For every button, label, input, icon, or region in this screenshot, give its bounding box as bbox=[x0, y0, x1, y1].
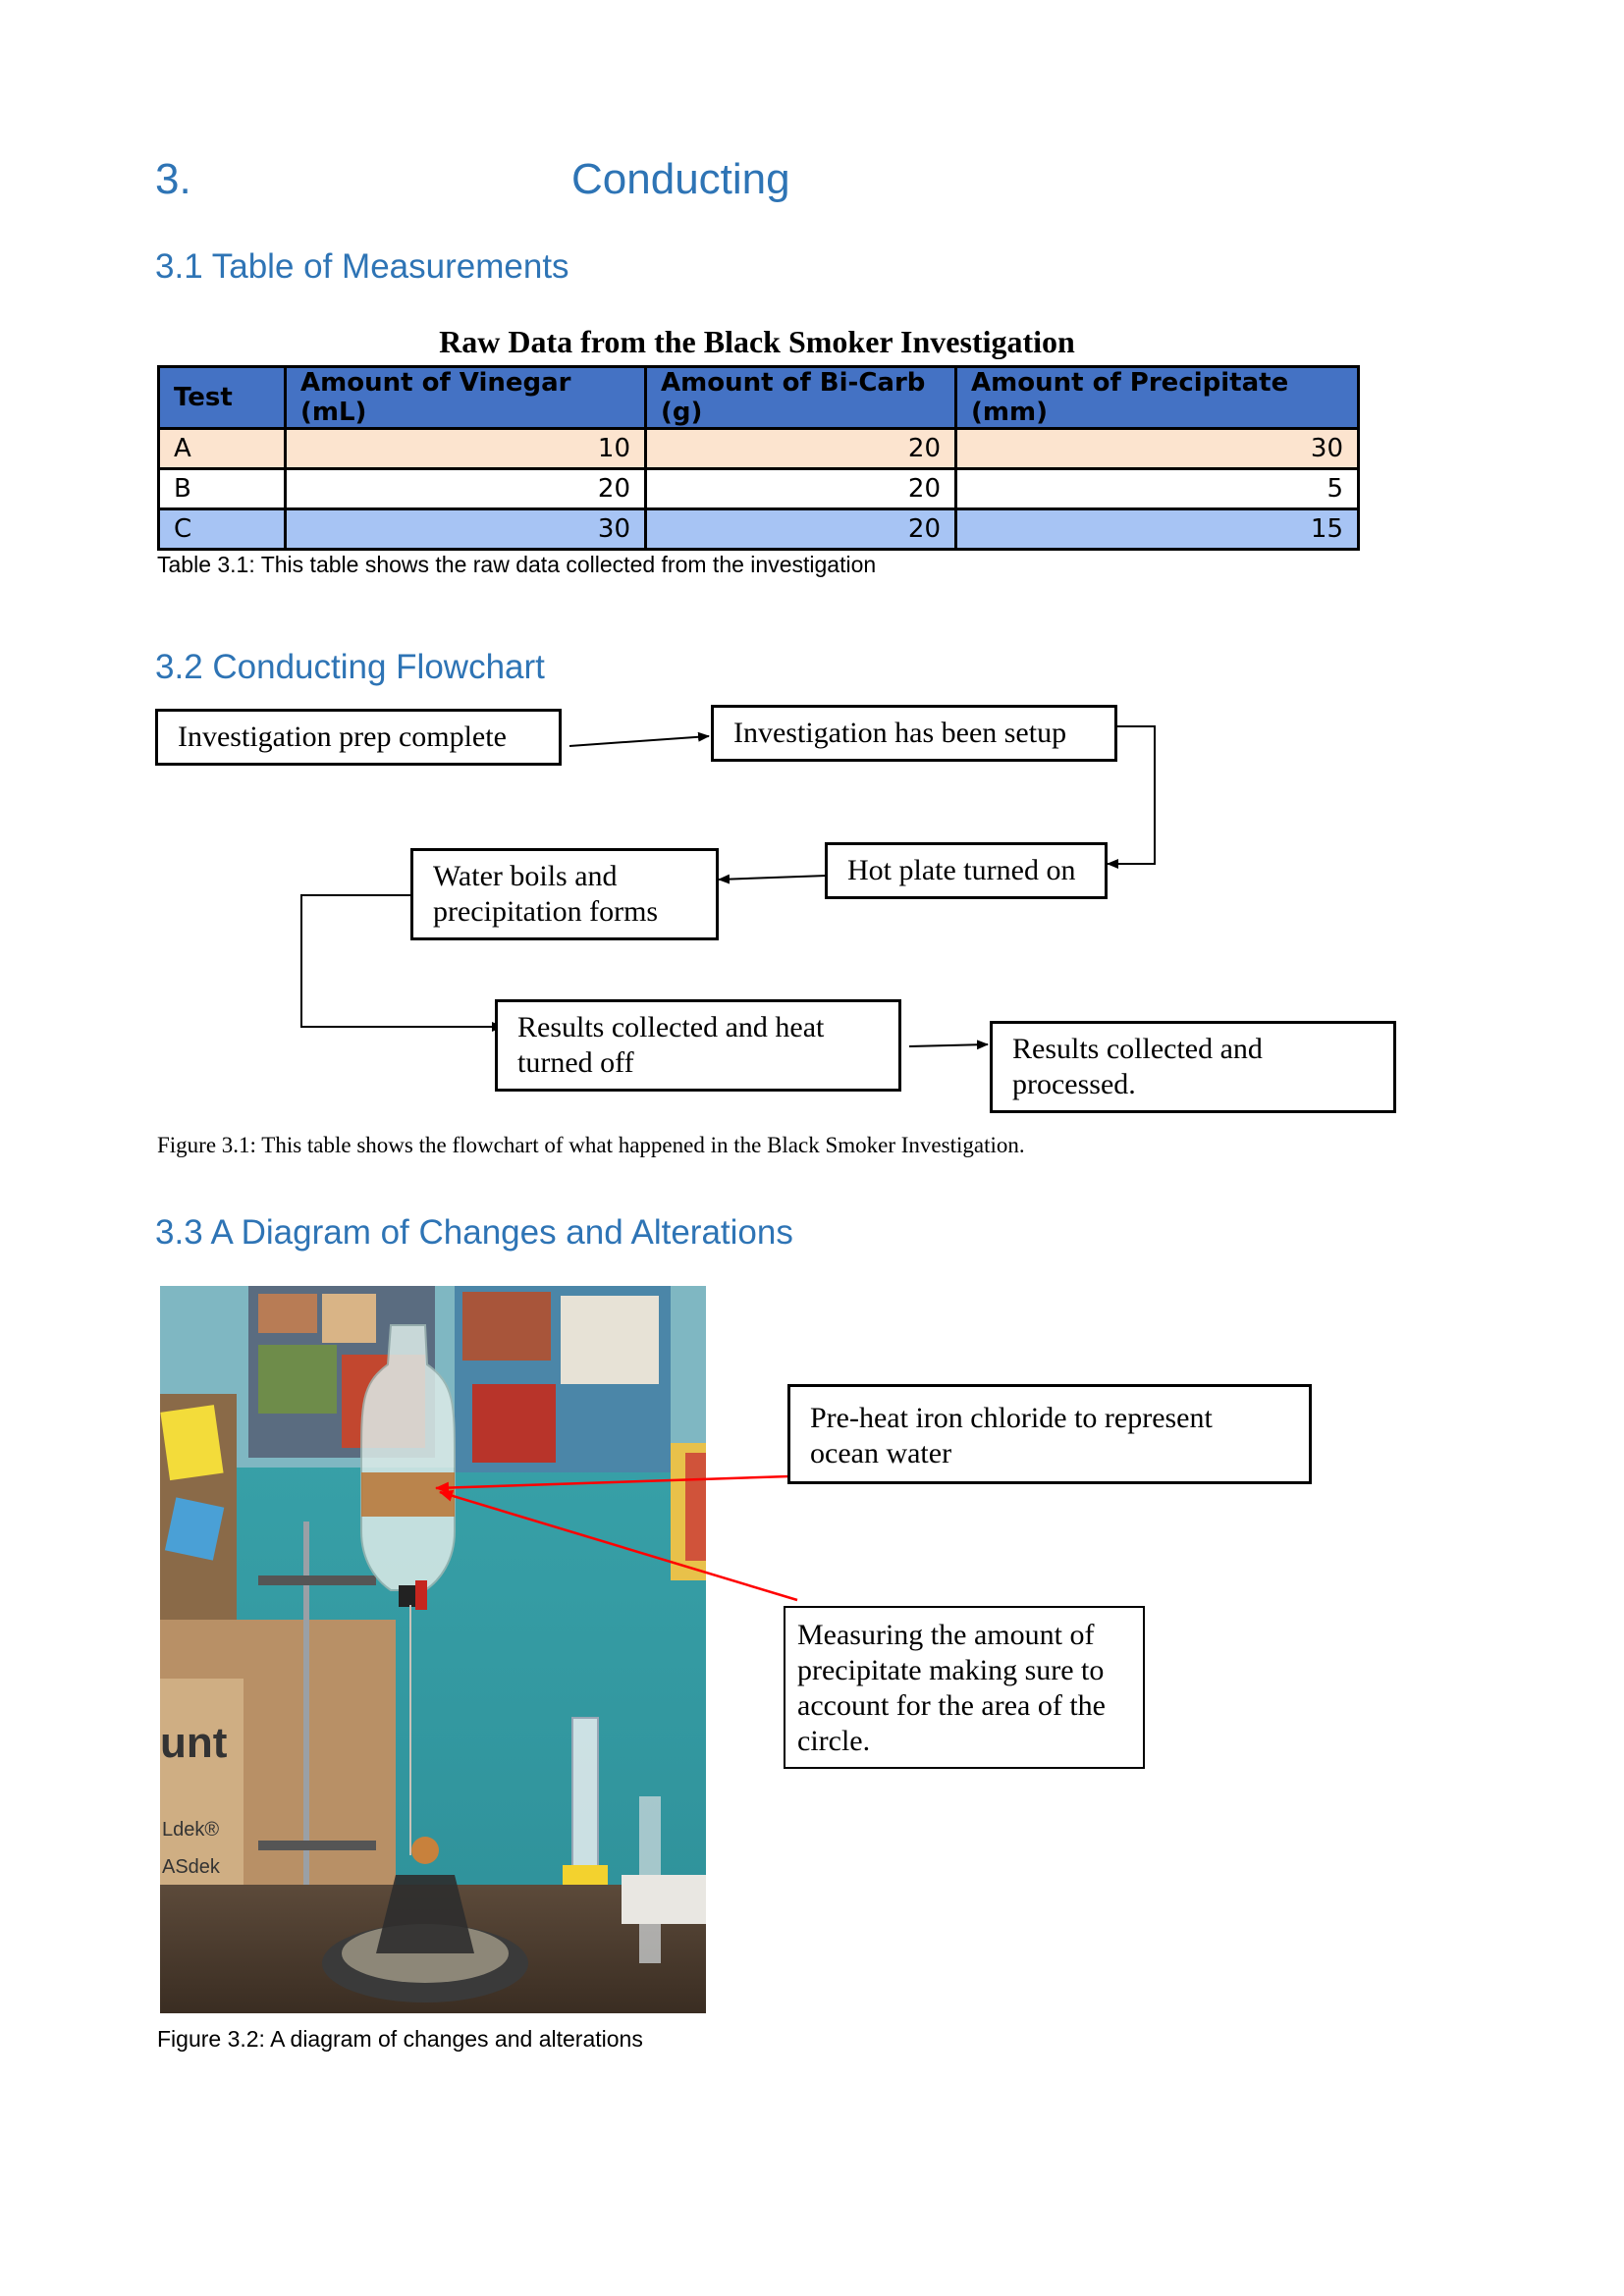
table-cell: 10 bbox=[286, 429, 646, 469]
flow-box-label: Investigation has been setup bbox=[733, 717, 1067, 749]
heading-conducting-flowchart: 3.2 Conducting Flowchart bbox=[155, 648, 545, 686]
section-title: Conducting bbox=[571, 155, 790, 203]
photo-caption: Figure 3.2: A diagram of changes and alterations bbox=[157, 2026, 643, 2052]
table-caption: Table 3.1: This table shows the raw data collected from the investigation bbox=[157, 552, 877, 577]
flow-box-label: precipitation forms bbox=[433, 895, 659, 928]
flow-box-boils bbox=[410, 848, 719, 940]
table-cell: 30 bbox=[956, 429, 1359, 469]
flow-box-processed bbox=[990, 1021, 1396, 1113]
callout-label: circle. bbox=[797, 1725, 871, 1757]
callout-label: ocean water bbox=[810, 1437, 952, 1469]
flow-box-label: Hot plate turned on bbox=[847, 854, 1076, 886]
callout-arrow bbox=[436, 1476, 789, 1488]
column-header: Amount of Vinegar (mL) bbox=[286, 367, 646, 429]
callout-label: precipitate making sure to bbox=[797, 1654, 1105, 1686]
column-header: Test bbox=[159, 367, 286, 429]
heading-diagram: 3.3 A Diagram of Changes and Alterations bbox=[155, 1213, 793, 1252]
flow-arrow bbox=[719, 876, 827, 880]
flow-box-label: Results collected and bbox=[1012, 1033, 1263, 1065]
section-number: 3. bbox=[155, 155, 191, 203]
flowchart-caption: Figure 3.1: This table shows the flowchart of what happened in the Black Smoker Investigation. bbox=[157, 1133, 1025, 1157]
callout-measuring bbox=[784, 1606, 1145, 1769]
table-cell: 15 bbox=[956, 509, 1359, 550]
column-header: Amount of Precipitate (mm) bbox=[956, 367, 1359, 429]
flow-arrow bbox=[569, 736, 709, 746]
flow-box-label: processed. bbox=[1012, 1068, 1136, 1100]
photo-label-asdek: ASdek bbox=[162, 1856, 220, 1878]
photo-label-unt: unt bbox=[160, 1719, 228, 1767]
flow-arrow bbox=[909, 1044, 988, 1046]
flow-box-setup bbox=[711, 705, 1117, 762]
table-cell: 20 bbox=[646, 509, 956, 550]
table-cell: C bbox=[159, 509, 286, 550]
table-cell: 20 bbox=[646, 429, 956, 469]
table-cell: A bbox=[159, 429, 286, 469]
flow-box-hotplate bbox=[825, 842, 1108, 899]
photo-label-ldek: Ldek® bbox=[162, 1819, 220, 1841]
callout-preheat bbox=[787, 1384, 1312, 1484]
flow-box-label: turned off bbox=[517, 1046, 634, 1079]
flow-box-label: Investigation prep complete bbox=[178, 721, 507, 753]
callout-arrow bbox=[440, 1492, 797, 1600]
table-cell: 30 bbox=[286, 509, 646, 550]
flow-box-label: Water boils and bbox=[433, 860, 618, 892]
table-cell: 20 bbox=[286, 469, 646, 509]
flow-box-prep bbox=[155, 709, 562, 766]
flow-box-results bbox=[495, 999, 901, 1092]
callout-label: account for the area of the bbox=[797, 1689, 1106, 1722]
table-cell: 20 bbox=[646, 469, 956, 509]
table-cell: 5 bbox=[956, 469, 1359, 509]
table-title: Raw Data from the Black Smoker Investigation bbox=[439, 324, 1075, 359]
flow-box-label: Results collected and heat bbox=[517, 1011, 825, 1043]
callout-label: Measuring the amount of bbox=[797, 1619, 1095, 1651]
heading-table-of-measurements: 3.1 Table of Measurements bbox=[155, 247, 569, 286]
column-header: Amount of Bi-Carb (g) bbox=[646, 367, 956, 429]
table-cell: B bbox=[159, 469, 286, 509]
callout-label: Pre-heat iron chloride to represent bbox=[810, 1402, 1213, 1434]
